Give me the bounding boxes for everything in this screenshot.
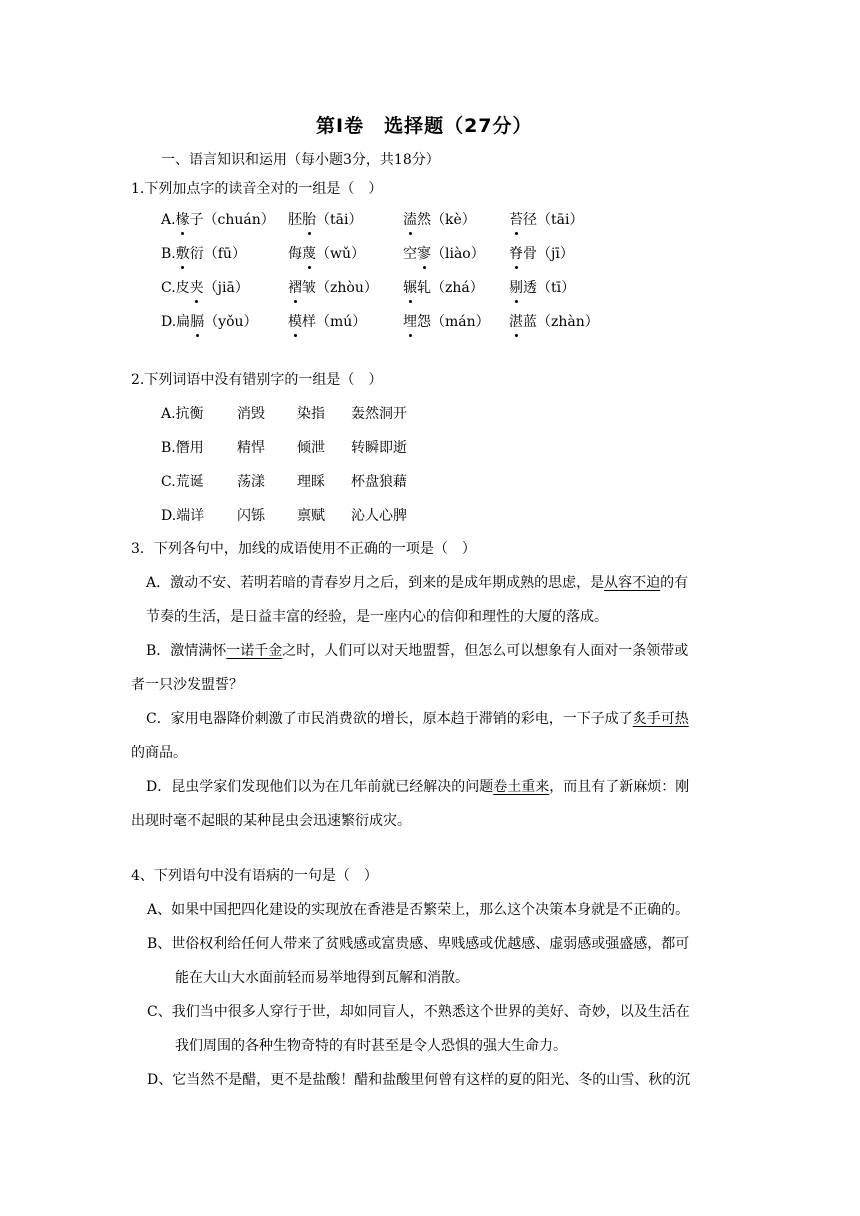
q1-option-item: 剔透（tī） bbox=[509, 280, 576, 296]
question-4-stem: 4、下列语句中没有语病的一句是（ ） bbox=[131, 868, 378, 884]
q2-option-word: 沁人心脾 bbox=[351, 508, 407, 524]
question-1-stem: 1.下列加点字的读音全对的一组是（ ） bbox=[131, 181, 383, 197]
dotted-character: 湛 bbox=[509, 314, 523, 330]
dotted-character: 胎 bbox=[302, 212, 316, 228]
q2-option-word: 禀赋 bbox=[297, 508, 325, 524]
q2-option-word: 闪铄 bbox=[237, 508, 265, 524]
dotted-character: 苔 bbox=[509, 212, 523, 228]
q1-option-item: A.椽子（chuán） bbox=[161, 212, 275, 228]
q1-option-item: C.皮夹（jiā） bbox=[161, 280, 249, 296]
q1-option-item: 苔径（tāi） bbox=[509, 212, 584, 228]
dotted-character: 蔑 bbox=[302, 246, 316, 262]
q2-option-word: 轰然洞开 bbox=[351, 406, 407, 422]
dotted-character: 椽 bbox=[175, 212, 190, 228]
question-4-option-c-line-1: C、我们当中很多人穿行于世，却如同盲人，不熟悉这个世界的美好、奇妙，以及生活在 bbox=[147, 1004, 690, 1020]
q2-option-word: 染指 bbox=[297, 406, 325, 422]
dotted-character: 褶 bbox=[288, 280, 302, 296]
q2-option-word: B.僭用 bbox=[161, 440, 204, 456]
question-4-option-b-line-1: B、世俗权利给任何人带来了贫贱感或富贵感、卑贱感或优越感、虚弱感或强盛感，都可 bbox=[147, 936, 690, 952]
q2-option-word: 精悍 bbox=[237, 440, 265, 456]
underlined-idiom: 炙手可热 bbox=[632, 711, 689, 727]
q1-option-item: 空寥（liào） bbox=[403, 246, 485, 262]
dotted-character: 膈 bbox=[190, 314, 205, 330]
q2-option-word: 理睬 bbox=[297, 474, 325, 490]
q2-option-word: 倾泄 bbox=[297, 440, 325, 456]
section-heading: 一、语言知识和运用（每小题3分，共18分） bbox=[161, 152, 440, 168]
page-title: 第Ⅰ卷 选择题（27分） bbox=[316, 115, 533, 137]
q2-option-word: A.抗衡 bbox=[161, 406, 204, 422]
q1-option-item: 脊骨（jī） bbox=[509, 246, 574, 262]
dotted-character: 夹 bbox=[189, 280, 204, 296]
q1-option-item: 侮蔑（wǔ） bbox=[288, 246, 365, 262]
q1-option-item: B.敷衍（fū） bbox=[161, 246, 246, 262]
q1-option-item: 模样（mú） bbox=[288, 314, 367, 330]
q2-option-word: 转瞬即逝 bbox=[351, 440, 407, 456]
dotted-character: 模 bbox=[288, 314, 302, 330]
q1-option-item: 湛蓝（zhàn） bbox=[509, 314, 599, 330]
dotted-character: 敷 bbox=[175, 246, 190, 262]
underlined-idiom: 一诺千金 bbox=[226, 643, 283, 659]
question-4-option-b-line-2: 能在大山大水面前轻而易举地得到瓦解和消散。 bbox=[175, 970, 469, 986]
q2-option-word: 消毁 bbox=[237, 406, 265, 422]
underlined-idiom: 从容不迫 bbox=[604, 575, 661, 591]
q2-option-word: 荡漾 bbox=[237, 474, 265, 490]
q2-option-word: D.端详 bbox=[161, 508, 205, 524]
q1-option-item: 褶皱（zhòu） bbox=[288, 280, 378, 296]
question-3-option-a-line-1: A．激动不安、若明若暗的青春岁月之后，到来的是成年期成熟的思虑，是从容不迫的有 bbox=[146, 575, 689, 591]
dotted-character: 脊 bbox=[509, 246, 523, 262]
question-3-option-c-line-1: C．家用电器降价刺激了市民消费欲的增长，原本趋于滞销的彩电，一下子成了炙手可热 bbox=[146, 711, 689, 727]
question-3-option-c-line-2: 的商品。 bbox=[131, 745, 187, 761]
question-3-option-b-line-1: B．激情满怀一诺千金之时，人们可以对天地盟誓，但怎么可以想象有人面对一条领带或 bbox=[146, 643, 689, 659]
question-3-option-b-line-2: 者一只沙发盟誓？ bbox=[131, 677, 243, 693]
dotted-character: 剔 bbox=[509, 280, 523, 296]
question-3-stem: 3．下列各句中，加线的成语使用不正确的一项是（ ） bbox=[131, 541, 476, 557]
question-4-option-c-line-2: 我们周围的各种生物奇特的有时甚至是令人恐惧的强大生命力。 bbox=[175, 1038, 567, 1054]
dotted-character: 埋 bbox=[403, 314, 417, 330]
question-3-option-d-line-2: 出现时毫不起眼的某种昆虫会迅速繁衍成灾。 bbox=[131, 813, 411, 829]
question-4-option-d-line-1: D、它当然不是醋，更不是盐酸！醋和盐酸里何曾有这样的夏的阳光、冬的山雪、秋的沉 bbox=[147, 1072, 691, 1088]
dotted-character: 寥 bbox=[417, 246, 431, 262]
question-4-option-a: A、如果中国把四化建设的实现放在香港是否繁荣上，那么这个决策本身就是不正确的。 bbox=[147, 902, 690, 918]
question-2-stem: 2.下列词语中没有错别字的一组是（ ） bbox=[131, 372, 383, 388]
q2-option-word: 杯盘狼藉 bbox=[351, 474, 407, 490]
underlined-idiom: 卷土重来 bbox=[493, 779, 550, 795]
dotted-character: 辗 bbox=[403, 280, 417, 296]
q1-option-item: 溘然（kè） bbox=[403, 212, 476, 228]
question-3-option-a-line-2: 节奏的生活，是日益丰富的经验，是一座内心的信仰和理性的大厦的落成。 bbox=[146, 609, 608, 625]
q2-option-word: C.荒诞 bbox=[161, 474, 204, 490]
q1-option-item: 埋怨（mán） bbox=[403, 314, 490, 330]
dotted-character: 溘 bbox=[403, 212, 417, 228]
q1-option-item: D.扁膈（yǒu） bbox=[161, 314, 258, 330]
q1-option-item: 胚胎（tāi） bbox=[288, 212, 363, 228]
question-3-option-d-line-1: D．昆虫学家们发现他们以为在几年前就已经解决的问题卷土重来，而且有了新麻烦：刚 bbox=[146, 779, 690, 795]
q1-option-item: 辗轧（zhá） bbox=[403, 280, 484, 296]
